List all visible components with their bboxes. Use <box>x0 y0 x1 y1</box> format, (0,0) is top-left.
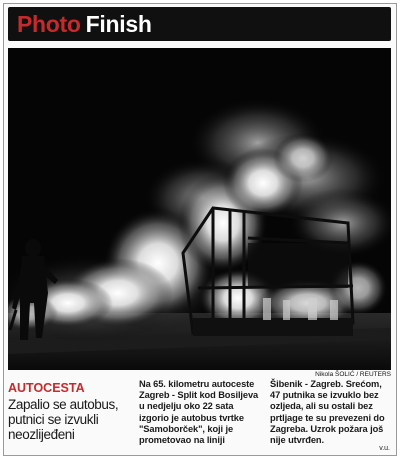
article-headline <box>8 397 132 442</box>
article-body-column-1 <box>139 379 261 446</box>
headline-line: neozlijeđeni <box>8 427 75 442</box>
section-title <box>17 10 152 38</box>
author-byline: v.u. <box>379 445 390 452</box>
body-line: Zagreba. Uzrok požara još <box>270 423 384 434</box>
headline-block <box>8 381 132 442</box>
body-line: prtljage te su prevezeni do <box>270 412 385 423</box>
section-title-accent: Photo <box>17 11 81 37</box>
headline-line: putnici se izvukli <box>8 412 99 427</box>
body-line: Šibenik - Zagreb. Srećom, <box>270 379 382 389</box>
photo-credit: Nikola ŠOLIĆ / REUTERS <box>315 371 391 378</box>
section-title-main: Finish <box>85 11 152 37</box>
body-line: prometovao na liniji <box>139 435 225 446</box>
body-line: ozljeda, ali su ostali bez <box>270 401 373 412</box>
news-photo <box>8 48 391 370</box>
body-line: nije utvrđen. <box>270 435 324 446</box>
headline-line: Zapalio se autobus, <box>8 397 119 412</box>
body-line: "Samoborček", koji je <box>139 423 234 434</box>
body-line: Zagreb - Split kod Bosiljeva <box>139 390 259 401</box>
article-kicker: AUTOCESTA <box>8 381 85 395</box>
body-line: u nedjelju oko 22 sata <box>139 401 234 412</box>
section-header <box>8 7 391 41</box>
article-body-column-2 <box>270 379 392 446</box>
body-line: izgorio je autobus tvrtke <box>139 412 244 423</box>
body-line: 47 putnika se izvuklo bez <box>270 390 379 401</box>
body-line: Na 65. kilometru autoceste <box>139 379 255 389</box>
